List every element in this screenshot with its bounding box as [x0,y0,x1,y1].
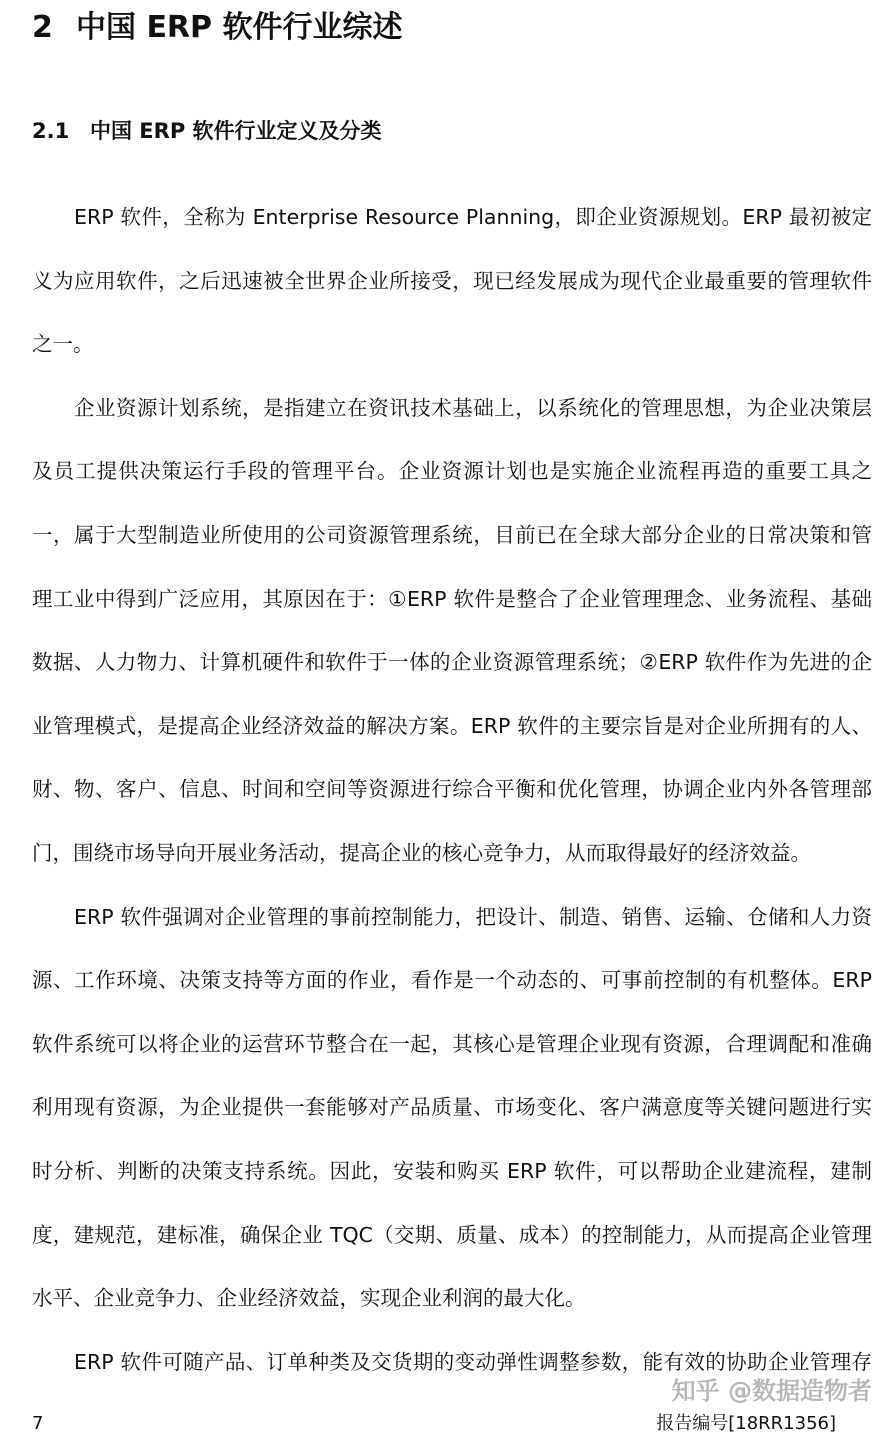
chapter-number: 2 [32,10,53,45]
report-number: 报告编号[18RR1356] [656,1413,836,1434]
text-line: 数据、人力物力、计算机硬件和软件于一体的企业资源管理系统；②ERP 软件作为先进的企 [32,650,872,675]
text-line: 之一。 [32,332,94,357]
text-line: 软件系统可以将企业的运营环节整合在一起，其核心是管理企业现有资源，合理调配和准确 [32,1031,872,1056]
text-line: 源、工作环境、决策支持等方面的作业，看作是一个动态的、可事前控制的有机整体。ERP [32,968,872,993]
section-number: 2.1 [32,119,70,143]
text-line: 义为应用软件，之后迅速被全世界企业所接受，现已经发展成为现代企业最重要的管理软件 [32,268,872,293]
watermark: 知乎 @数据造物者 [671,1377,872,1405]
chapter-title: 中国 ERP 软件行业综述 [76,10,403,45]
text-line: 门，围绕市场导向开展业务活动，提高企业的核心竞争力，从而取得最好的经济效益。 [32,840,811,865]
body-text [32,186,872,1394]
section-heading [32,116,382,146]
text-line: 及员工提供决策运行手段的管理平台。企业资源计划也是实施企业流程再造的重要工具之 [32,459,872,484]
text-line: ERP 软件，全称为 Enterprise Resource Planning，即企业资源规划。ERP 最初被定 [74,205,872,229]
text-line: 一，属于大型制造业所使用的公司资源管理系统，目前已在全球大部分企业的日常决策和管 [32,522,872,547]
text-line: 财、物、客户、信息、时间和空间等资源进行综合平衡和优化管理，协调企业内外各管理部 [32,777,872,802]
text-line: 时分析、判断的决策支持系统。因此，安装和购买 ERP 软件，可以帮助企业建流程，建制 [32,1158,872,1183]
text-line: 度，建规范，建标准，确保企业 TQC（交期、质量、成本）的控制能力，从而提高企业管理 [32,1222,872,1247]
text-line: 利用现有资源，为企业提供一套能够对产品质量、市场变化、客户满意度等关键问题进行实 [32,1095,872,1120]
section-title: 中国 ERP 软件行业定义及分类 [90,119,382,143]
text-line: 业管理模式，是提高企业经济效益的解决方案。ERP 软件的主要宗旨是对企业所拥有的人、 [32,713,872,738]
text-line: 水平、企业竞争力、企业经济效益，实现企业利润的最大化。 [32,1286,586,1311]
text-line: 理工业中得到广泛应用，其原因在于：①ERP 软件是整合了企业管理理念、业务流程、基础 [32,586,872,611]
text-line: ERP 软件强调对企业管理的事前控制能力，把设计、制造、销售、运输、仓储和人力资 [74,904,872,929]
text-line: 企业资源计划系统，是指建立在资讯技术基础上，以系统化的管理思想，为企业决策层 [74,395,872,420]
text-line: ERP 软件可随产品、订单种类及交货期的变动弹性调整参数，能有效的协助企业管理存 [74,1349,872,1374]
chapter-heading [32,8,402,48]
page-number: 7 [32,1413,44,1434]
